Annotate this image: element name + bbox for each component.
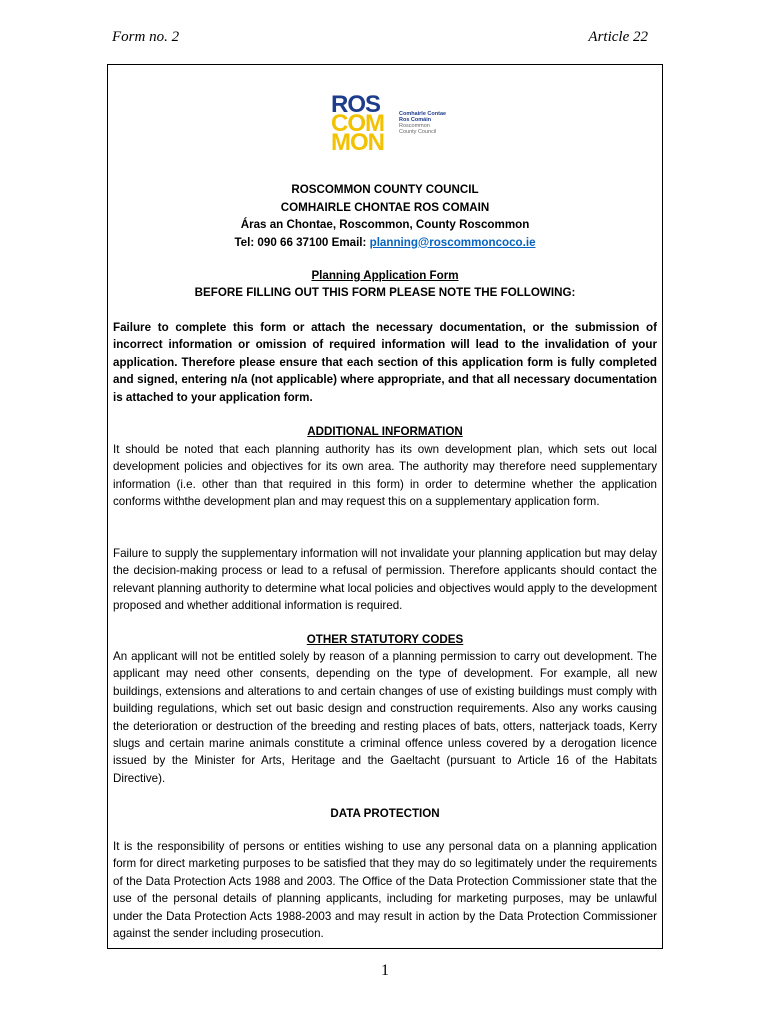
- council-telephone: Tel: 090 66 37100: [234, 235, 329, 249]
- logo-line-ros: ROS: [331, 91, 381, 118]
- roscommon-logo: [331, 91, 455, 159]
- additional-info-paragraph-1: It should be noted that each planning authority has its own development plan, which sets out local development policies and objectives for its own area. The authority may therefore need supplementary information (i.e. other than that required in this form) in order to determine whether the application conforms withthe development plan and may request this on a supplementary application form.: [113, 443, 657, 509]
- council-details: [113, 181, 657, 251]
- logo-sub-1: Comhairle Contae: [399, 111, 447, 117]
- additional-info-paragraph-2: Failure to supply the supplementary information will not invalidate your planning application but may delay the decision-making process or lead to a refusal of permission. Therefore applicants should contact the relevant planning authority to determine what local policies and objectives would apply to the development proposed and whether additional information is required.: [113, 547, 657, 613]
- warning-paragraph: Failure to complete this form or attach the necessary documentation, or the submission of incorrect information or omission of required information will lead to the invalidation of your application. Therefore please ensure that each section of this application form is fully completed and signed, entering n/a (not applicable) where appropriate, and that all necessary documentation is attached to your application form.: [113, 321, 657, 404]
- email-link[interactable]: planning@roscommoncoco.ie: [369, 235, 536, 249]
- form-title: Planning Application Form: [311, 269, 459, 282]
- logo-subtitle: [399, 111, 459, 135]
- page-number: 1: [381, 962, 389, 979]
- form-notice: BEFORE FILLING OUT THIS FORM PLEASE NOTE THE FOLLOWING:: [194, 286, 576, 300]
- form-number: Form no. 2: [112, 29, 180, 45]
- logo-sub-2: Ros Comáin: [399, 117, 432, 123]
- council-name-ga: COMHAIRLE CHONTAE ROS COMAIN: [280, 200, 490, 214]
- additional-info-heading: ADDITIONAL INFORMATION: [307, 425, 463, 438]
- data-protection-heading: DATA PROTECTION: [330, 807, 440, 820]
- statutory-codes-paragraph: An applicant will not be entitled solely by reason of a planning permission to carry out development. The applicant may need other consents, depending on the type of development. For example, all new buildings, extensions and alterations to and certain changes of use of existing buildings must comply with building regulations, which set out basic design and construction requirements. Also any works causing the deterioration or destruction of the breeding and resting places of bats, otters, natterjack toads, Kerry slugs and certain marine animals constitute a criminal offence unless covered by a derogation licence issued by the Minister for Arts, Heritage and the Gaeltacht (pursuant to Article 16 of the Habitats Directive).: [113, 650, 657, 785]
- council-name-en: ROSCOMMON COUNTY COUNCIL: [291, 183, 479, 196]
- data-protection-paragraph: It is the responsibility of persons or entities wishing to use any personal data on a planning application form for direct marketing purposes to be satisfied that they may do so legitimately under the requirements of the Data Protection Acts 1988 and 2003. The Office of the Data Protection Commissioner state that the use of the personal details of planning applicants, including for marketing purposes, may be unlawful under the Data Protection Acts 1988-2003 and may result in action by the Data Protection Commissioner against the sender including prosecution.: [113, 840, 657, 941]
- logo-sub-4: County Council: [399, 129, 437, 135]
- statutory-codes-heading: OTHER STATUTORY CODES: [306, 633, 464, 646]
- logo-sub-3: Roscommon: [399, 123, 430, 129]
- form-title-block: [113, 267, 657, 302]
- contact-row: [113, 234, 657, 252]
- council-email-group: [332, 236, 536, 249]
- council-address: Áras an Chontae, Roscommon, County Roscommon: [240, 218, 530, 231]
- logo-line-com: COM: [331, 110, 384, 137]
- email-label: Email:: [331, 235, 370, 249]
- article-number: Article 22: [588, 29, 648, 45]
- logo-line-mon: MON: [331, 129, 384, 156]
